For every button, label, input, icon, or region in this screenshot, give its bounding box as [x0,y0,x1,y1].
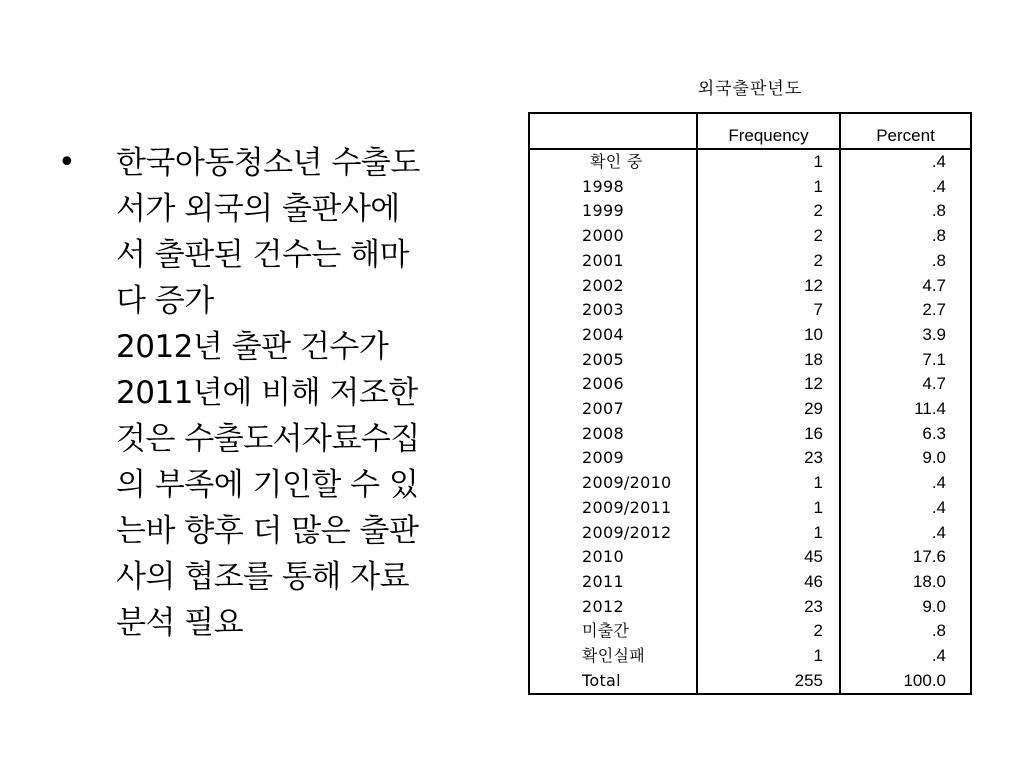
bullet-paragraph [116,140,511,646]
bullet-line: 는바 향후 더 많은 출판 [116,513,419,549]
table-row [529,224,971,249]
bullet-line: 것은 수출도서자료수집 [116,421,420,457]
table-row [529,521,971,546]
table-row [529,274,971,299]
bullet-line: 의 부족에 기인할 수 있 [116,467,419,503]
row-percent: 9.0 [840,446,971,471]
table-row [529,496,971,521]
row-frequency: 1 [697,471,840,496]
bullet-line: 2012년 출판 건수가 [116,329,389,365]
row-percent: 11.4 [840,397,971,422]
row-frequency: 23 [697,595,840,620]
row-frequency: 10 [697,323,840,348]
table-row [529,619,971,644]
row-percent: .8 [840,619,971,644]
row-frequency: 1 [697,521,840,546]
row-label: 2007 [582,399,624,419]
table-row [529,570,971,595]
row-frequency: 16 [697,422,840,447]
header-percent: Percent [840,113,971,149]
row-percent: 9.0 [840,595,971,620]
row-frequency: 1 [697,644,840,669]
row-percent: 18.0 [840,570,971,595]
row-frequency: 23 [697,446,840,471]
row-percent: .4 [840,521,971,546]
row-label: 2011 [582,571,624,591]
row-label: 2000 [582,226,624,246]
row-frequency: 29 [697,397,840,422]
row-percent: .8 [840,224,971,249]
row-label: 2012 [582,596,624,616]
table-row [529,669,971,695]
row-label: 2003 [582,300,624,320]
row-label: 2005 [582,349,624,369]
row-percent: .8 [840,249,971,274]
row-percent: .4 [840,644,971,669]
row-label: 2006 [582,374,624,394]
table-row [529,149,971,175]
row-frequency: 2 [697,199,840,224]
table-row [529,471,971,496]
row-percent: 4.7 [840,372,971,397]
row-frequency: 1 [697,496,840,521]
row-frequency: 2 [697,224,840,249]
row-label: 확인실패 [582,646,646,666]
table-row [529,397,971,422]
row-percent: 4.7 [840,274,971,299]
row-label: 2001 [582,250,624,270]
row-percent: .4 [840,149,971,175]
bullet-marker: • [58,145,76,180]
row-label: 1998 [582,176,624,196]
row-label: 2009 [582,448,624,468]
row-frequency: 7 [697,298,840,323]
row-percent: 17.6 [840,545,971,570]
row-frequency: 18 [697,348,840,373]
row-frequency: 45 [697,545,840,570]
bullet-line: 사의 협조를 통해 자료 [116,559,410,595]
table-row [529,323,971,348]
row-percent: 6.3 [840,422,971,447]
row-frequency: 2 [697,619,840,644]
frequency-table [528,112,972,695]
table-row [529,372,971,397]
row-percent: 100.0 [840,669,971,695]
row-label: 2009/2012 [582,522,672,542]
row-frequency: 12 [697,274,840,299]
table-row [529,249,971,274]
bullet-line: 한국아동청소년 수출도 [116,145,420,181]
table-body [529,149,971,694]
row-frequency: 2 [697,249,840,274]
row-label: 2010 [582,547,624,567]
table-row [529,175,971,200]
table-row [529,644,971,669]
row-label: 2009/2011 [582,497,672,517]
row-label: 2002 [582,275,624,295]
row-frequency: 1 [697,149,840,175]
table-row [529,348,971,373]
row-frequency: 46 [697,570,840,595]
row-percent: .4 [840,175,971,200]
row-label: 2009/2010 [582,473,672,493]
table-title: 외국출판년도 [697,79,803,99]
table-row [529,446,971,471]
bullet-line: 다 증가 [116,283,214,319]
table-row [529,595,971,620]
row-frequency: 12 [697,372,840,397]
row-frequency: 255 [697,669,840,695]
table-row [529,199,971,224]
row-label: 확인 중 [590,152,643,171]
bullet-line: 분석 필요 [116,605,244,641]
bullet-line: 2011년에 비해 저조한 [116,375,418,411]
row-percent: .8 [840,199,971,224]
header-frequency: Frequency [697,113,840,149]
row-label: 2008 [582,423,624,443]
table-row [529,422,971,447]
row-label: 미출간 [582,621,630,641]
row-frequency: 1 [697,175,840,200]
table-header-row [529,113,971,149]
row-label: Total [582,670,621,690]
bullet-line: 서 출판된 건수는 해마 [116,237,410,273]
row-percent: .4 [840,496,971,521]
header-label [529,113,697,149]
bullet-line: 서가 외국의 출판사에 [116,191,400,227]
row-label: 2004 [582,324,624,344]
row-label: 1999 [582,201,624,221]
table-row [529,545,971,570]
row-percent: 2.7 [840,298,971,323]
table-row [529,298,971,323]
row-percent: 3.9 [840,323,971,348]
row-percent: .4 [840,471,971,496]
row-percent: 7.1 [840,348,971,373]
